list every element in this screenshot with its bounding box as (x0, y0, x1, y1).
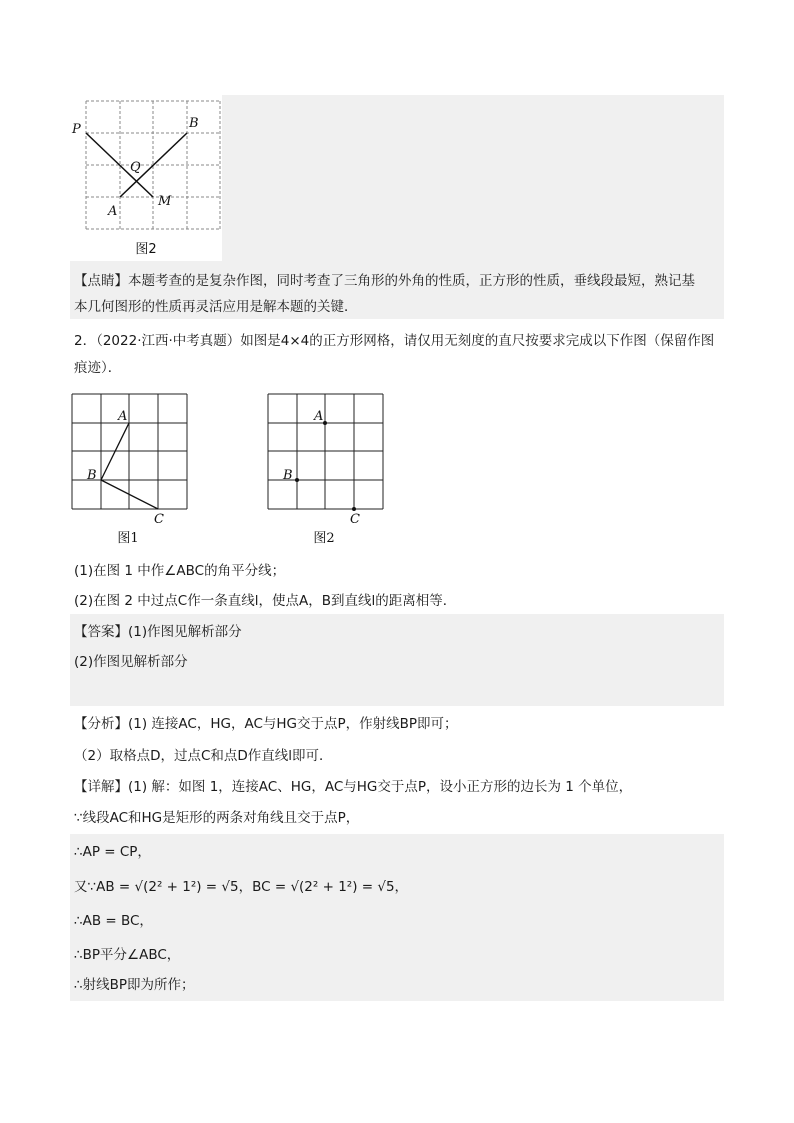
task-1: (1)在图 1 中作∠ABC的角平分线； (74, 563, 286, 579)
task-2: (2)在图 2 中过点C作一条直线l，使点A，B到直线l的距离相等． (74, 593, 457, 609)
dianjing-line-1: 【点睛】本题考查的是复杂作图，同时考查了三角形的外角的性质，正方形的性质，垂线段最短，熟记基 (74, 273, 695, 289)
answer-line-2: (2)作图见解析部分 (74, 654, 188, 670)
point-a (323, 421, 327, 425)
label-p: P (72, 122, 81, 137)
label-c: C (154, 512, 164, 527)
figure-1 (70, 392, 194, 550)
figure-caption: 图2 (135, 242, 157, 257)
analysis-line-2: （2）取格点D，过点C和点D作直线l即可． (74, 748, 333, 764)
question-2-line-2: 痕迹）． (74, 360, 122, 376)
label-q: Q (130, 160, 141, 175)
label-b: B (87, 468, 97, 483)
point-c (352, 507, 356, 511)
label-c: C (350, 512, 360, 527)
label-a: A (314, 409, 324, 424)
detail-line-4: 又∵AB = √(2² + 1²) = √5，BC = √(2² + 1²) = √5， (74, 879, 409, 895)
figure-2 (266, 392, 390, 550)
label-b: B (283, 468, 293, 483)
label-a: A (118, 409, 128, 424)
detail-line-5: ∴AB = BC， (74, 913, 153, 929)
detail-line-1: 【详解】(1) 解：如图 1，连接AC、HG，AC与HG交于点P，设小正方形的边长为 1 个单位， (74, 779, 633, 795)
label-b: B (189, 116, 199, 131)
figure-1-caption: 图1 (117, 531, 139, 546)
answer-line-1: 【答案】(1)作图见解析部分 (74, 624, 242, 640)
detail-line-7: ∴射线BP即为所作； (74, 977, 195, 993)
detail-line-6: ∴BP平分∠ABC， (74, 947, 181, 963)
analysis-line-1: 【分析】(1) 连接AC，HG，AC与HG交于点P，作射线BP即可； (74, 716, 458, 732)
detail-line-2: ∵线段AC和HG是矩形的两条对角线且交于点P， (74, 810, 360, 826)
label-a: A (108, 204, 118, 219)
point-b (295, 478, 299, 482)
dianjing-line-2: 本几何图形的性质再灵活应用是解本题的关键． (74, 299, 358, 315)
figure-top (70, 95, 222, 261)
label-m: M (158, 194, 172, 209)
question-2-line-1: 2．（2022·江西·中考真题）如图是4×4的正方形网格，请仅用无刻度的直尺按要求完成以下作图（保留作图 (74, 333, 715, 349)
figure-2-caption: 图2 (313, 531, 335, 546)
detail-line-3: ∴AP = CP， (74, 844, 151, 860)
